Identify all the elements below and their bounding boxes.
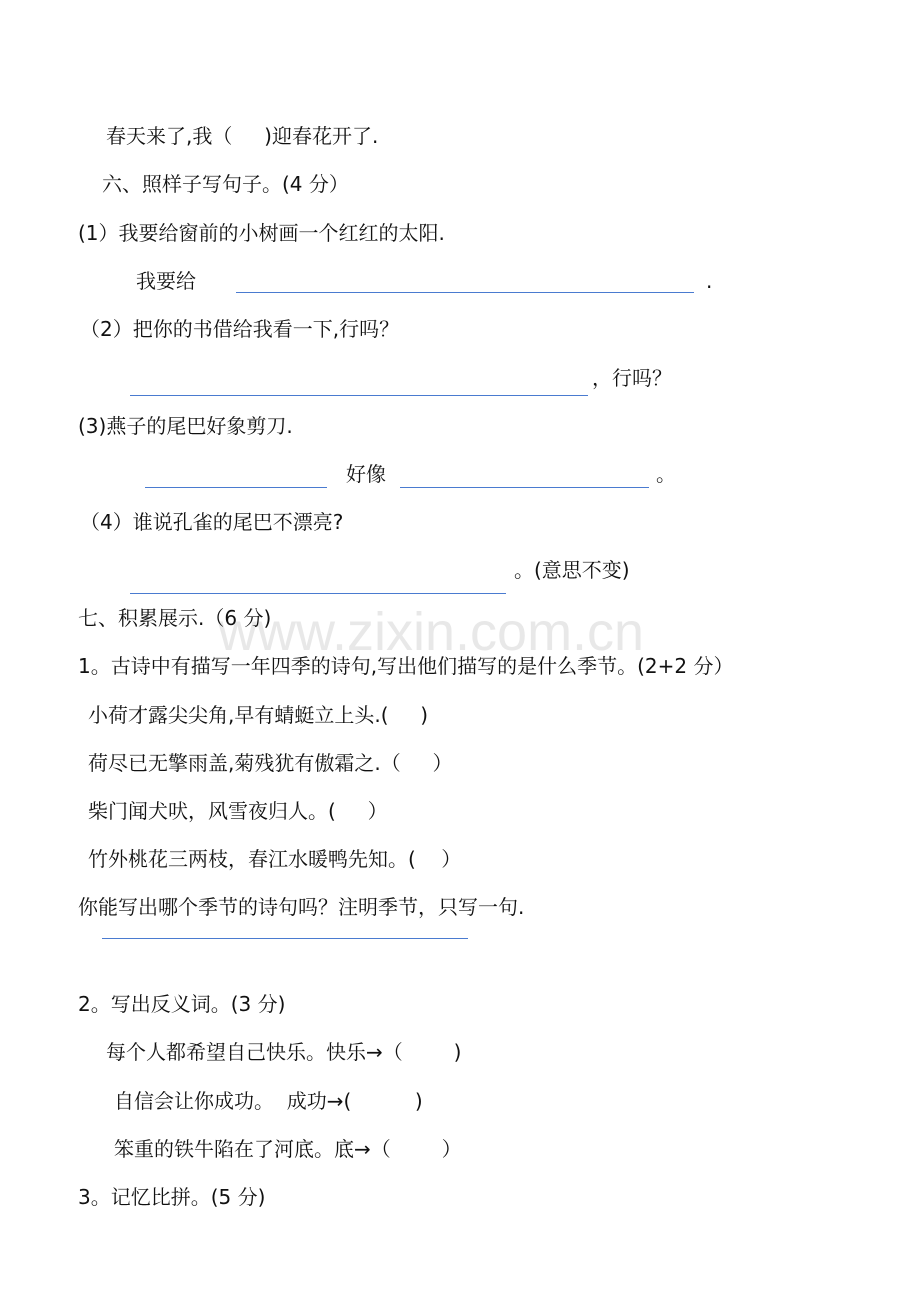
poem-line-1: 小荷才露尖尖角,早有蜻蜓立上头.( ) xyxy=(88,703,429,727)
q1-answer-line[interactable] xyxy=(236,292,694,293)
q3-example: (3)燕子的尾巴好象剪刀. xyxy=(78,414,293,438)
part1-heading: 1。古诗中有描写一年四季的诗句,写出他们描写的是什么季节。(2+2 分） xyxy=(78,654,734,678)
line-spring-blank: 春天来了,我（ )迎春花开了. xyxy=(106,124,379,148)
q3-answer-line-1[interactable] xyxy=(145,487,327,488)
antonym-2: 自信会让你成功。 成功→( ) xyxy=(114,1089,423,1113)
q2-answer-line[interactable] xyxy=(130,395,588,396)
watermark: www.zixin.com.cn xyxy=(218,602,645,662)
antonym-1: 每个人都希望自己快乐。快乐→（ ) xyxy=(106,1040,462,1064)
section-six-heading: 六、照样子写句子。(4 分） xyxy=(102,172,349,196)
part2-heading: 2。写出反义词。(3 分) xyxy=(78,992,286,1016)
q2-answer-suffix: ，行吗？ xyxy=(592,366,672,390)
q1-example: (1）我要给窗前的小树画一个红红的太阳. xyxy=(78,221,445,245)
q3-answer-middle: 好像 xyxy=(346,462,386,486)
q1-answer-period: . xyxy=(706,269,713,293)
poem-line-4: 竹外桃花三两枝，春江水暖鸭先知。( ） xyxy=(88,847,462,871)
q3-answer-period: 。 xyxy=(656,462,676,486)
q3-answer-line-2[interactable] xyxy=(400,487,649,488)
q1-answer-prefix: 我要给 xyxy=(136,269,196,293)
section-seven-heading: 七、积累展示.（6 分) xyxy=(78,606,272,630)
q4-answer-suffix: 。(意思不变) xyxy=(514,558,630,582)
antonym-3: 笨重的铁牛陷在了河底。底→（ ） xyxy=(114,1137,462,1161)
part3-heading: 3。记忆比拼。(5 分) xyxy=(78,1185,266,1209)
poem-prompt: 你能写出哪个季节的诗句吗？注明季节，只写一句. xyxy=(78,895,525,919)
poem-line-2: 荷尽已无擎雨盖,菊残犹有傲霜之.（ ） xyxy=(88,751,453,775)
poem-answer-line[interactable] xyxy=(102,938,468,939)
q2-example: （2）把你的书借给我看一下,行吗？ xyxy=(80,317,400,341)
poem-line-3: 柴门闻犬吠，风雪夜归人。( ） xyxy=(88,799,388,823)
q4-answer-line[interactable] xyxy=(130,593,506,594)
q4-example: （4）谁说孔雀的尾巴不漂亮? xyxy=(80,510,344,534)
